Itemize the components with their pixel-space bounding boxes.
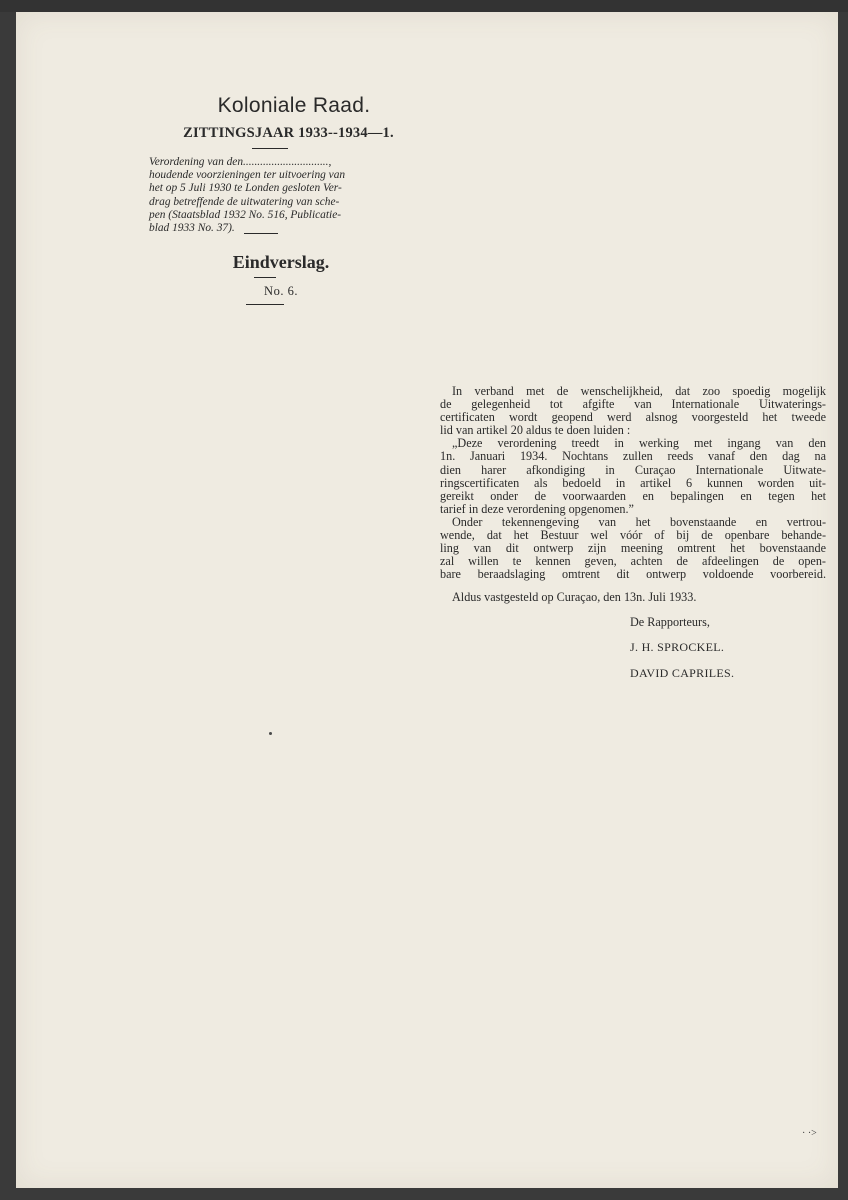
page-mark: · ·> — [802, 1128, 817, 1139]
subject-line: houdende voorzieningen ter uitvoering van — [149, 169, 346, 182]
divider-rule — [252, 148, 288, 149]
council-title: Koloniale Raad. — [217, 94, 371, 117]
report-heading: Eindverslag. — [232, 252, 330, 272]
body-line: certificaten wordt geopend werd alsnog voorgesteld het tweede — [440, 410, 826, 425]
body-line: ringscertificaten als bedoeld in artikel 6 kunnen worden uit- — [440, 475, 826, 490]
signer-sprockel: J. H. SPROCKEL. — [630, 640, 725, 654]
body-line: 1n. Januari 1934. Nochtans zullen reeds vanaf den dag na — [440, 449, 826, 464]
body-line: zal willen te kennen geven, achten de afdeelingen de open- — [440, 554, 826, 569]
body-line: In verband met de wenschelijkheid, dat zoo spoedig mogelijk — [452, 384, 826, 398]
subject-line: Verordening van den.............................., — [149, 156, 332, 168]
body-line: lid van artikel 20 aldus te doen luiden : — [440, 423, 631, 438]
body-line: tarief in deze verordening opgenomen.” — [440, 501, 634, 516]
body-line: dien harer afkondiging in Curaçao Internationale Uitwate- — [440, 462, 826, 477]
subject-line: het op 5 Juli 1930 te Londen gesloten Ver- — [149, 182, 342, 195]
body-line: de gelegenheid tot afgifte van Internationale Uitwaterings- — [440, 397, 826, 412]
subject-line: drag betreffende de uitwatering van sche- — [149, 195, 340, 208]
rapporteurs-label: De Rapporteurs, — [630, 615, 710, 629]
session-year: ZITTINGSJAAR 1933--1934—1. — [183, 125, 394, 141]
body-line: Onder tekennengeving van het bovenstaande en vertrou- — [452, 514, 826, 529]
report-body — [440, 385, 826, 581]
ordinance-subject — [149, 156, 399, 235]
subject-line: pen (Staatsblad 1932 No. 516, Publicatie- — [149, 208, 342, 221]
signer-capriles: DAVID CAPRILES. — [630, 666, 735, 680]
body-line: „Deze verordening treedt in werking met ingang van den — [452, 436, 826, 451]
subject-line: blad 1933 No. 37). — [149, 222, 235, 235]
body-line: ling van dit ontwerp zijn meening omtrent het bovenstaande — [440, 541, 826, 556]
body-line: gereikt onder de voorwaarden en bepalingen en tegen het — [440, 488, 826, 503]
divider-rule — [246, 304, 284, 305]
paper-speck — [269, 732, 272, 735]
divider-rule — [244, 233, 278, 234]
document-page — [16, 12, 838, 1188]
scan-top-edge — [0, 0, 848, 12]
report-number: No. 6. — [264, 284, 298, 298]
body-line: wende, dat het Bestuur wel vóór of bij de openbare behande- — [440, 528, 826, 543]
adoption-statement: Aldus vastgesteld op Curaçao, den 13n. Juli 1933. — [452, 590, 697, 604]
body-line: bare beraadslaging omtrent dit ontwerp voldoende voorbereid. — [440, 567, 826, 582]
divider-rule — [254, 277, 276, 278]
